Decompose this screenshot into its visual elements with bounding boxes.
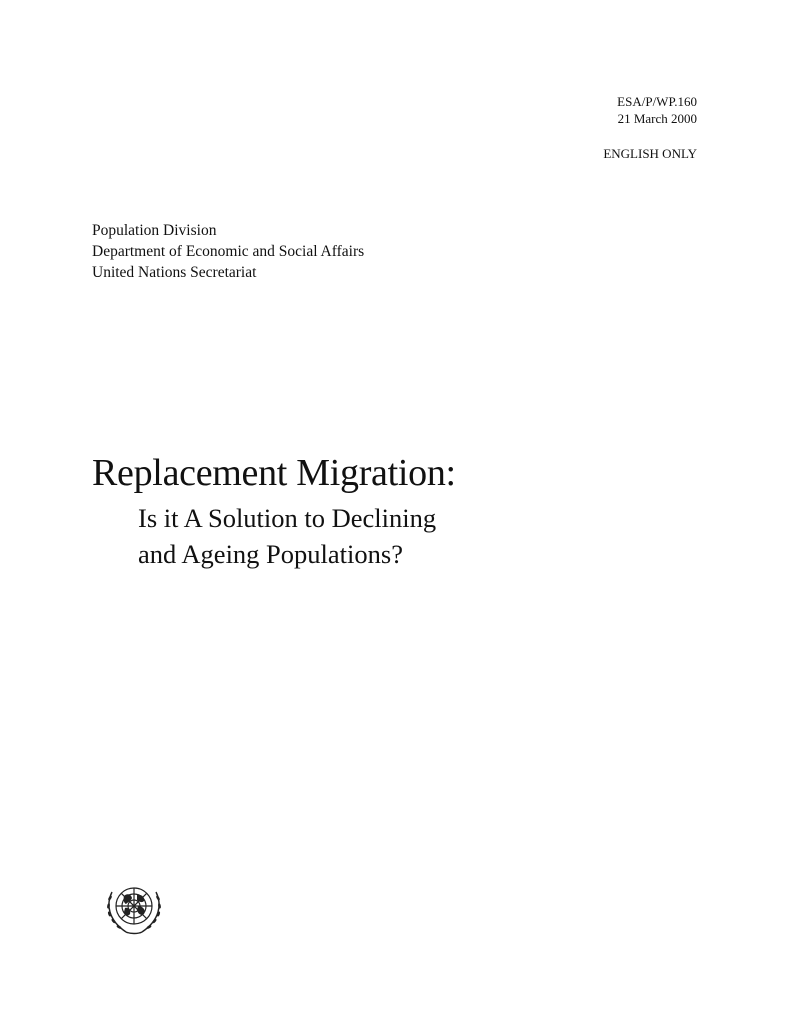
document-symbol: ESA/P/WP.160 <box>617 94 697 109</box>
subtitle-line-2: and Ageing Populations? <box>138 539 403 569</box>
organization-block <box>92 220 364 283</box>
document-metadata <box>603 93 697 162</box>
un-emblem-icon <box>100 876 168 940</box>
page-subtitle <box>138 500 456 572</box>
secretariat-name: United Nations Secretariat <box>92 264 257 281</box>
document-date: 21 March 2000 <box>617 111 697 126</box>
division-name: Population Division <box>92 222 217 239</box>
department-name: Department of Economic and Social Affairs <box>92 243 365 260</box>
title-block <box>92 450 456 572</box>
page-title: Replacement Migration: <box>92 452 456 494</box>
subtitle-line-1: Is it A Solution to Declining <box>138 503 437 533</box>
language-note: ENGLISH ONLY <box>603 146 697 161</box>
